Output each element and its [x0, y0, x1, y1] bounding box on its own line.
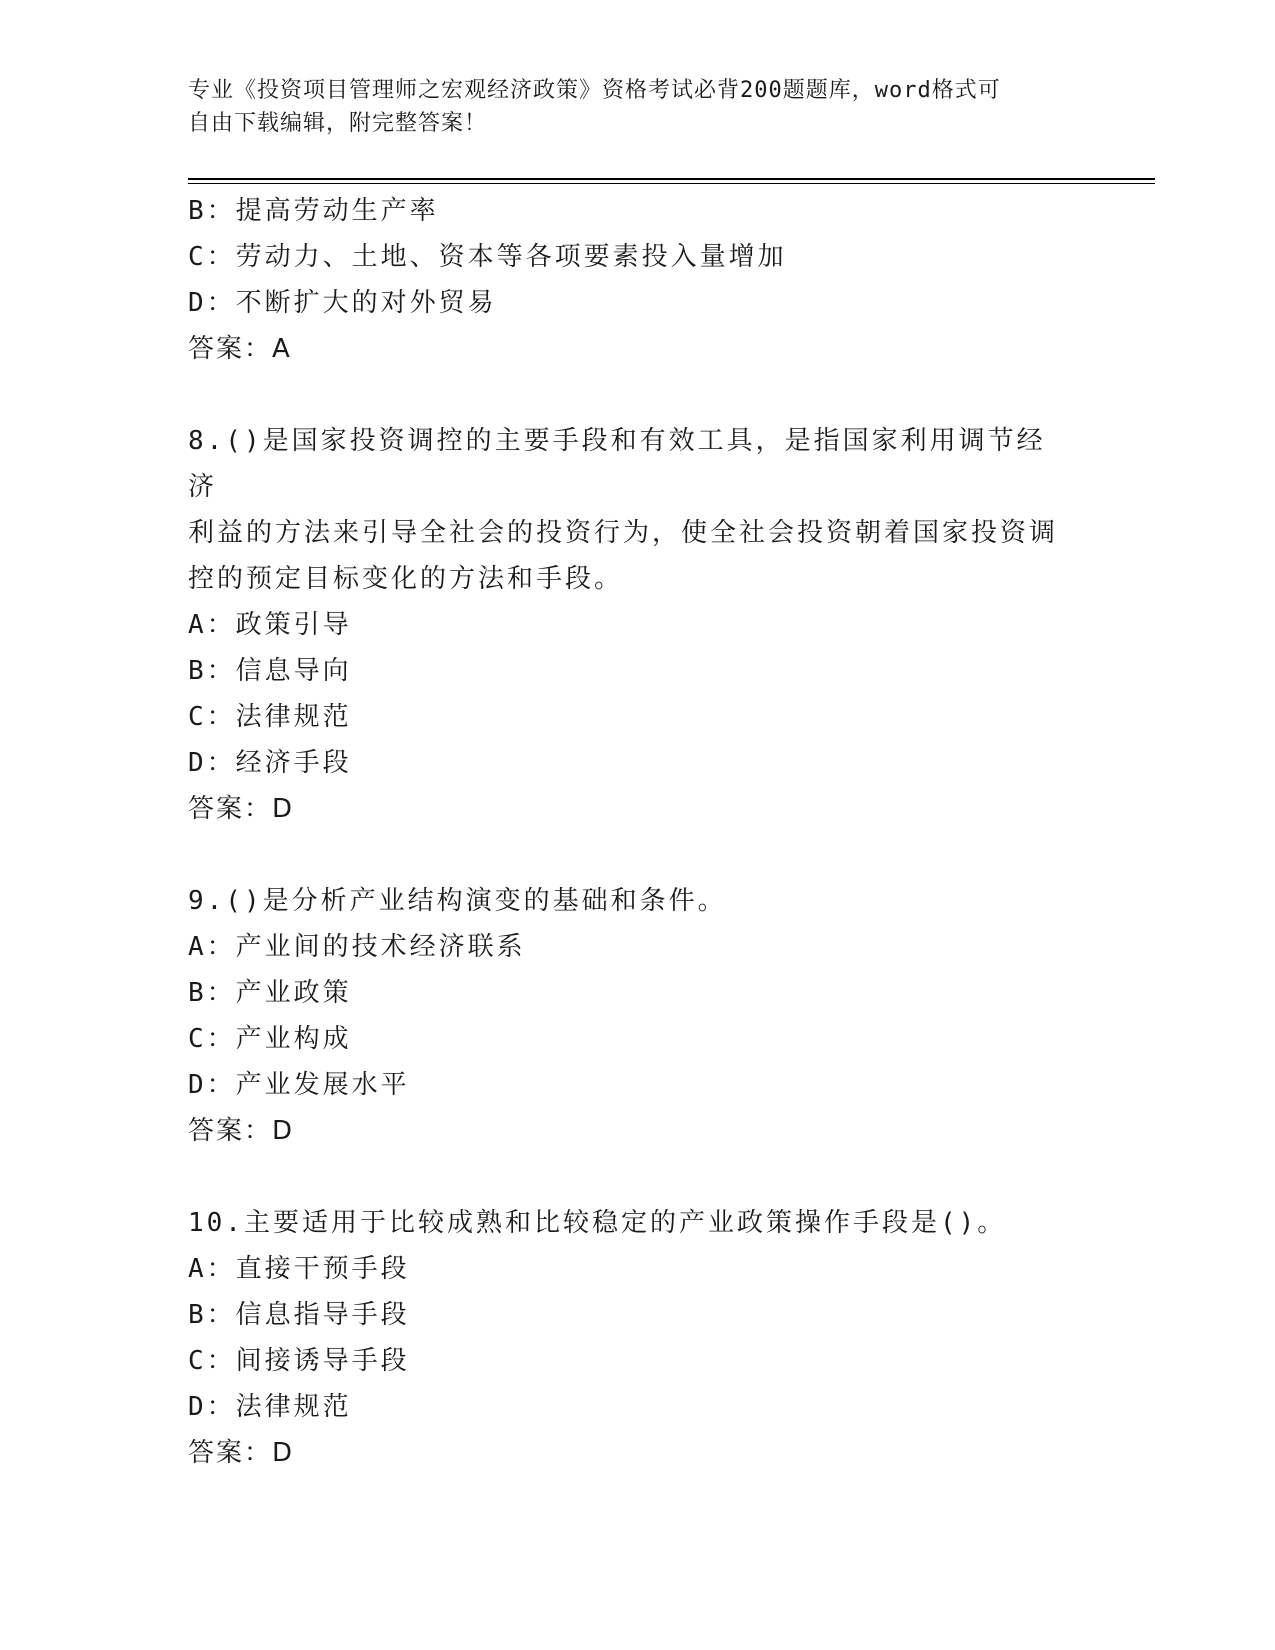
option-c: C：产业构成	[188, 1024, 352, 1054]
option-d: D：经济手段	[188, 748, 352, 778]
spacer	[188, 372, 1068, 418]
question-text-line: 控的预定目标变化的方法和手段。	[188, 564, 624, 594]
document-header	[188, 74, 1088, 140]
option-d: D：产业发展水平	[188, 1070, 410, 1100]
question-10	[188, 1200, 1068, 1476]
option-a: A：产业间的技术经济联系	[188, 932, 526, 962]
answer-label: 答案：A	[188, 334, 292, 364]
option-c: C：间接诱导手段	[188, 1346, 410, 1376]
option-c: C：法律规范	[188, 702, 352, 732]
answer-label: 答案：D	[188, 1116, 295, 1146]
question-list	[188, 188, 1068, 1476]
option-d: D：法律规范	[188, 1392, 352, 1422]
question-7-continued	[188, 188, 1068, 372]
option-b: B：信息导向	[188, 656, 352, 686]
option-b: B：信息指导手段	[188, 1300, 410, 1330]
question-text-line: 9.()是分析产业结构演变的基础和条件。	[188, 886, 727, 916]
header-divider-thin	[188, 183, 1155, 184]
spacer	[188, 1154, 1068, 1200]
question-9	[188, 878, 1068, 1154]
option-c: C：劳动力、土地、资本等各项要素投入量增加	[188, 242, 787, 272]
header-divider-thick	[188, 178, 1155, 180]
spacer	[188, 832, 1068, 878]
option-b: B：提高劳动生产率	[188, 196, 439, 226]
option-b: B：产业政策	[188, 978, 352, 1008]
question-text-line: 8.()是国家投资调控的主要手段和有效工具，是指国家利用调节经济	[188, 426, 1046, 502]
header-title-line-1: 专业《投资项目管理师之宏观经济政策》资格考试必背200题题库，word格式可	[188, 78, 1001, 103]
header-title-line-2: 自由下载编辑，附完整答案！	[188, 111, 488, 136]
option-d: D：不断扩大的对外贸易	[188, 288, 497, 318]
question-text-line: 利益的方法来引导全社会的投资行为，使全社会投资朝着国家投资调	[188, 518, 1059, 548]
answer-label: 答案：D	[188, 794, 295, 824]
question-text-line: 10.主要适用于比较成熟和比较稳定的产业政策操作手段是()。	[188, 1208, 1007, 1238]
option-a: A：政策引导	[188, 610, 352, 640]
option-a: A：直接干预手段	[188, 1254, 410, 1284]
answer-label: 答案：D	[188, 1438, 295, 1468]
question-8	[188, 418, 1068, 832]
